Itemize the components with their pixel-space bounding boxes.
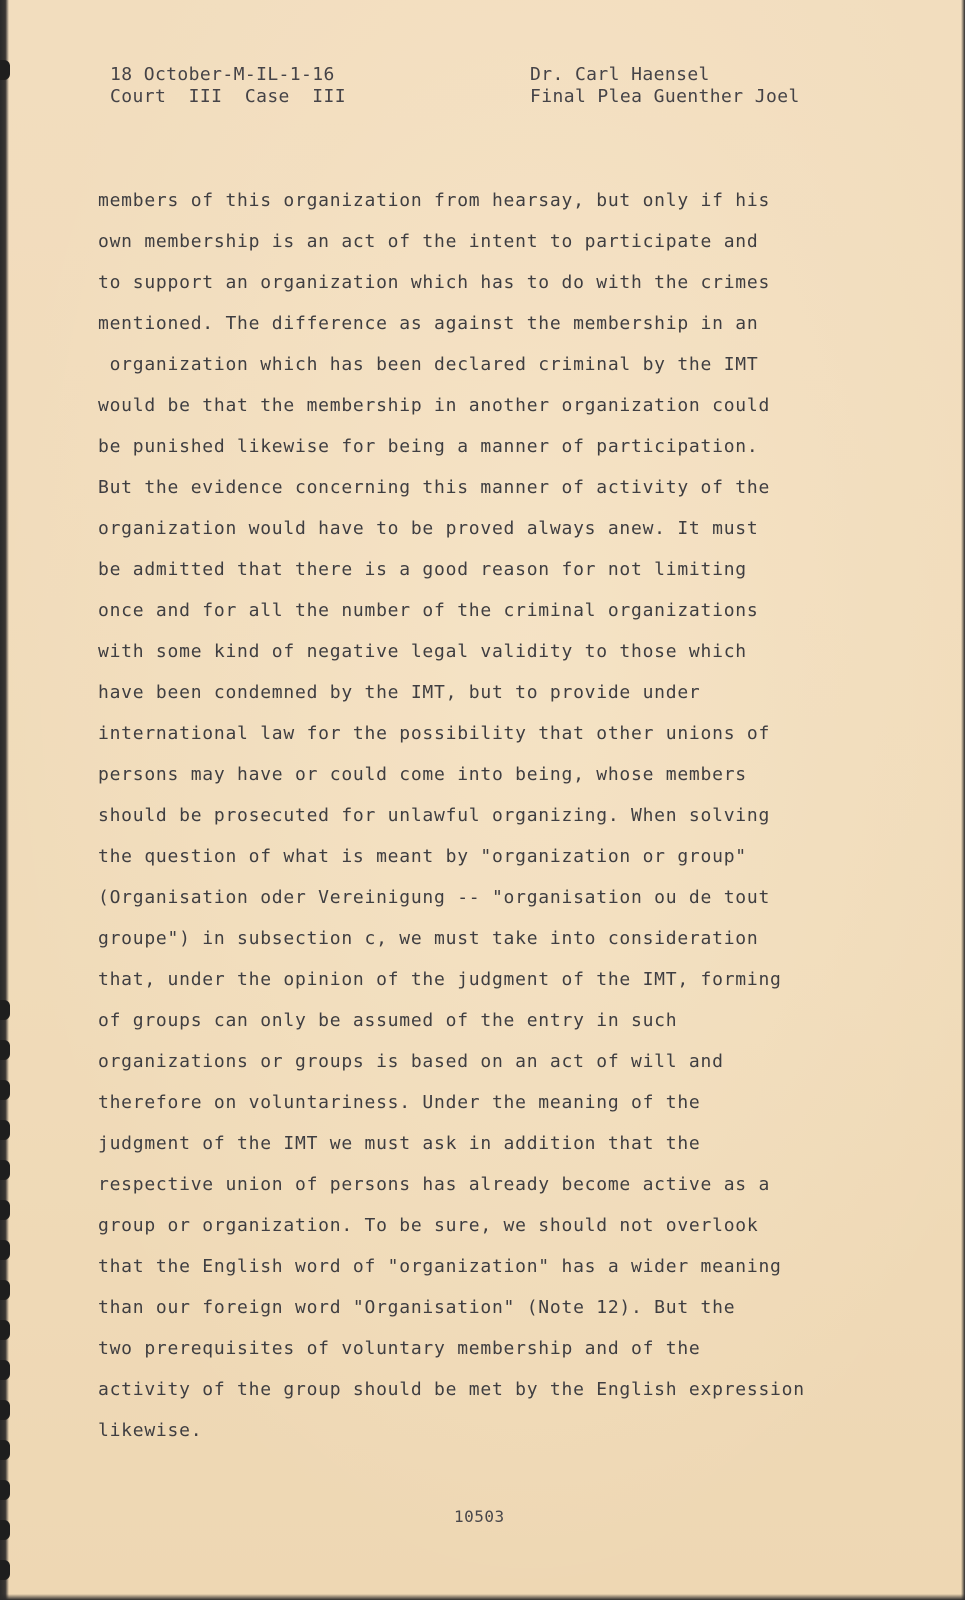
body-text	[98, 180, 868, 1451]
text-line: two prerequisites of voluntary membership and of the	[98, 1338, 701, 1359]
punch-hole	[0, 1440, 10, 1460]
text-line: than our foreign word "Organisation" (Note 12). But the	[98, 1297, 736, 1318]
text-line: to support an organization which has to do with the crimes	[98, 272, 771, 293]
text-line: judgment of the IMT we must ask in addition that the	[98, 1133, 701, 1154]
text-line: own membership is an act of the intent to participate and	[98, 231, 759, 252]
text-line: respective union of persons has already become active as a	[98, 1174, 771, 1195]
bottom-edge	[0, 1594, 965, 1600]
text-line: the question of what is meant by "organization or group"	[98, 846, 747, 867]
text-line: have been condemned by the IMT, but to provide under	[98, 682, 701, 703]
text-line: members of this organization from hearsay, but only if his	[98, 190, 771, 211]
punch-hole	[0, 1320, 10, 1340]
punch-hole	[0, 1040, 10, 1060]
case-reference	[110, 64, 346, 108]
text-line: organization would have to be proved always anew. It must	[98, 518, 759, 539]
plea-title: Final Plea Guenther Joel	[530, 86, 800, 107]
text-line: would be that the membership in another organization could	[98, 395, 771, 416]
text-line: activity of the group should be met by the English expression	[98, 1379, 805, 1400]
page-number: 10503	[454, 1507, 505, 1526]
text-line: (Organisation oder Vereinigung -- "organisation ou de tout	[98, 887, 771, 908]
text-line: organization which has been declared criminal by the IMT	[98, 354, 759, 375]
text-line: that, under the opinion of the judgment of the IMT, forming	[98, 969, 782, 990]
punch-hole	[0, 1200, 10, 1220]
punch-hole	[0, 60, 10, 80]
punch-hole	[0, 1560, 10, 1580]
text-line: therefore on voluntariness. Under the meaning of the	[98, 1092, 701, 1113]
punch-hole	[0, 1120, 10, 1140]
text-line: But the evidence concerning this manner of activity of the	[98, 477, 771, 498]
text-line: be admitted that there is a good reason for not limiting	[98, 559, 747, 580]
text-line: international law for the possibility that other unions of	[98, 723, 771, 744]
text-line: once and for all the number of the criminal organizations	[98, 600, 759, 621]
punch-hole	[0, 1480, 10, 1500]
text-line: likewise.	[98, 1420, 203, 1441]
punch-hole	[0, 1080, 10, 1100]
text-line: should be prosecuted for unlawful organizing. When solving	[98, 805, 771, 826]
right-edge	[961, 0, 965, 1600]
punch-hole	[0, 1520, 10, 1540]
text-line: group or organization. To be sure, we should not overlook	[98, 1215, 759, 1236]
text-line: with some kind of negative legal validity to those which	[98, 641, 747, 662]
punch-hole	[0, 1240, 10, 1260]
punch-hole	[0, 1280, 10, 1300]
text-line: organizations or groups is based on an act of will and	[98, 1051, 724, 1072]
speaker-name: Dr. Carl Haensel	[530, 64, 710, 85]
session-reference: 18 October-M-IL-1-16	[110, 64, 335, 85]
court-case: Court III Case III	[110, 86, 346, 107]
punch-hole	[0, 1400, 10, 1420]
text-line: be punished likewise for being a manner of participation.	[98, 436, 759, 457]
punch-hole	[0, 1160, 10, 1180]
text-line: of groups can only be assumed of the entry in such	[98, 1010, 678, 1031]
text-line: persons may have or could come into being, whose members	[98, 764, 747, 785]
punch-hole	[0, 1360, 10, 1380]
text-line: that the English word of "organization" has a wider meaning	[98, 1256, 782, 1277]
text-line: groupe") in subsection c, we must take into consideration	[98, 928, 759, 949]
text-line: mentioned. The difference as against the membership in an	[98, 313, 759, 334]
speaker-reference	[530, 64, 800, 108]
punch-hole	[0, 1000, 10, 1020]
